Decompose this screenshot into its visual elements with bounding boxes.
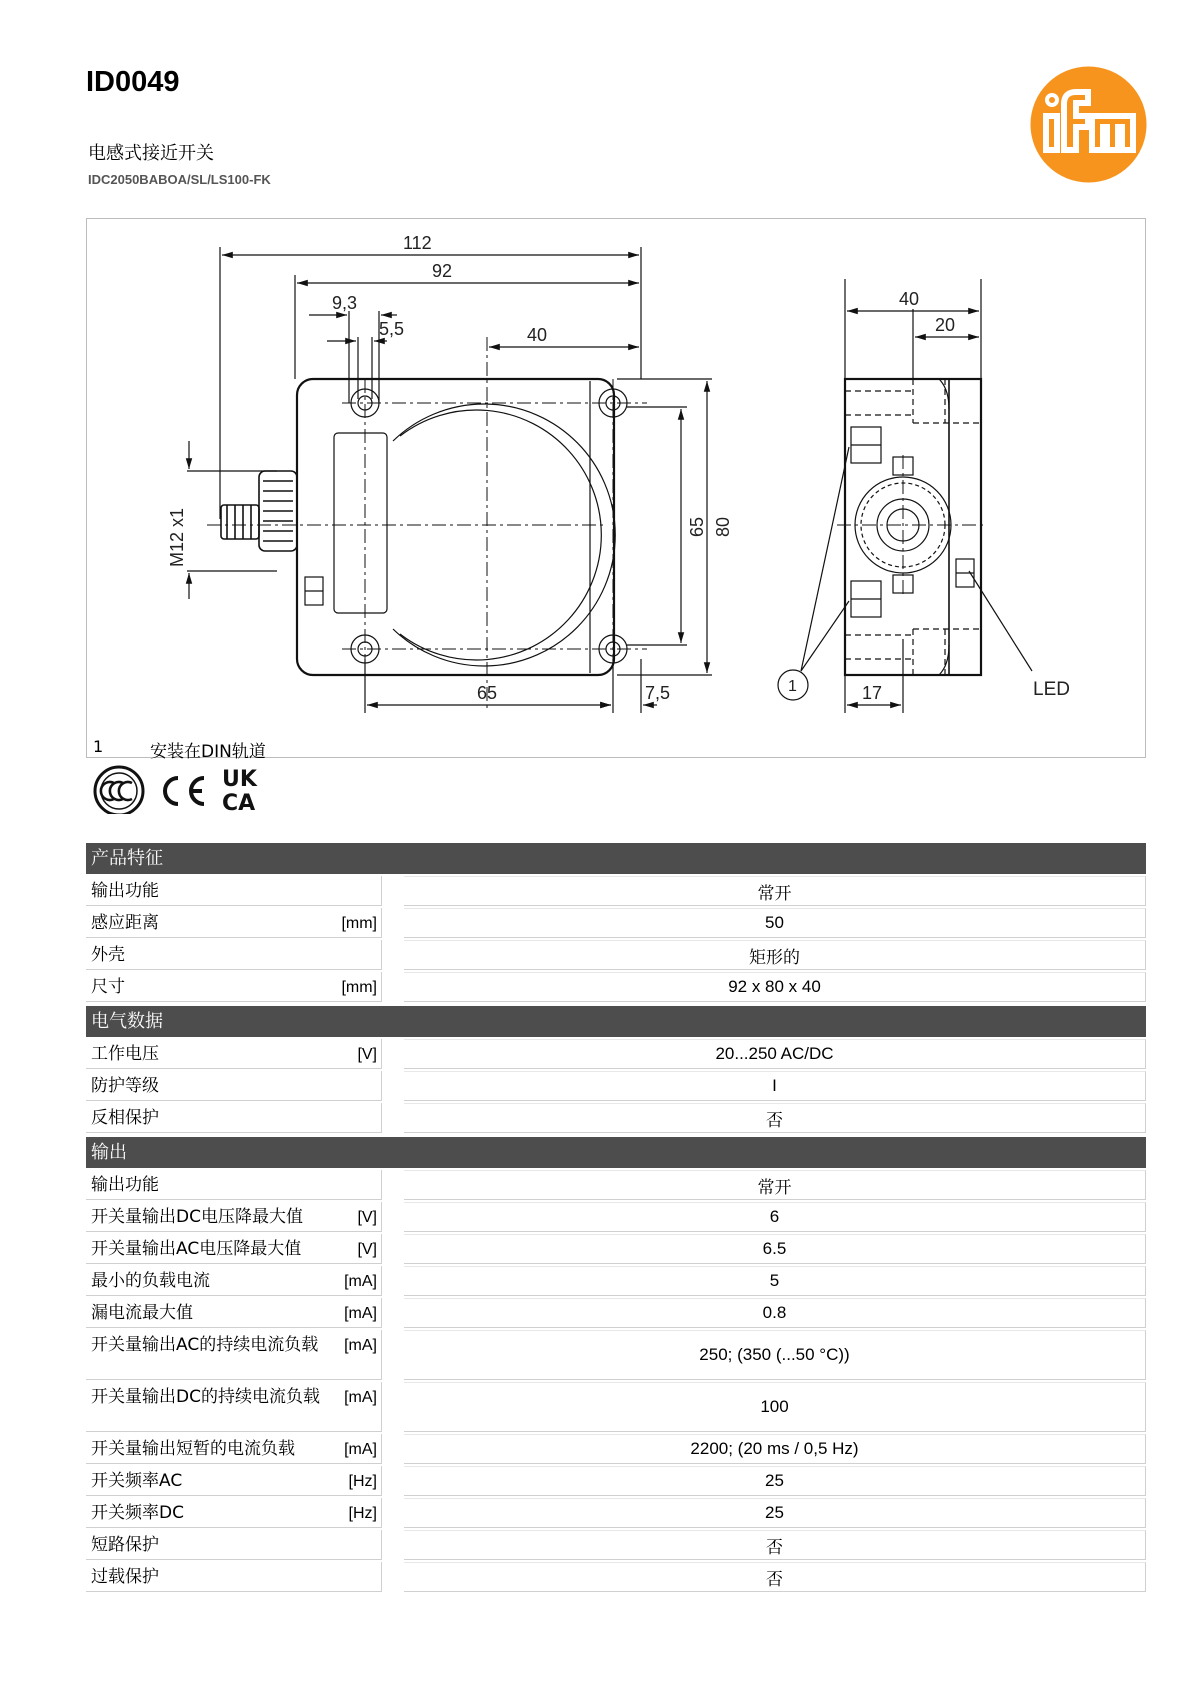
product-id: ID0049 xyxy=(86,66,180,98)
spec-label-cell xyxy=(86,876,382,906)
spec-label-cell xyxy=(86,1434,382,1464)
ce-icon xyxy=(165,778,204,804)
spec-label-cell xyxy=(86,1103,382,1133)
spec-row xyxy=(86,876,1146,906)
spec-row xyxy=(86,1071,1146,1101)
spec-row xyxy=(86,1103,1146,1133)
spec-unit: [Hz] xyxy=(348,1473,377,1490)
spec-row xyxy=(86,908,1146,938)
product-code: IDC2050BABOA/SL/LS100-FK xyxy=(88,172,271,187)
spec-row xyxy=(86,1382,1146,1432)
ccc-icon xyxy=(95,767,143,814)
spec-label-cell xyxy=(86,1498,382,1528)
dim-92: 92 xyxy=(432,261,453,281)
led-label: LED xyxy=(1033,679,1070,700)
spec-label: 输出功能 xyxy=(91,1175,159,1195)
spec-label: 开关量输出短暂的电流负载 xyxy=(91,1439,295,1459)
spec-label: 尺寸 xyxy=(91,977,125,997)
spec-value: 否 xyxy=(404,1530,1146,1560)
m12-connector xyxy=(221,471,297,551)
spec-label: 开关量输出AC电压降最大值 xyxy=(91,1239,302,1259)
dim-80: 80 xyxy=(713,516,733,537)
dim-9-3: 9,3 xyxy=(332,293,358,313)
spec-value: 250; (350 (...50 °C)) xyxy=(404,1330,1146,1380)
svg-text:UK: UK xyxy=(222,767,257,792)
spec-row xyxy=(86,1234,1146,1264)
spec-unit: [mm] xyxy=(341,979,377,996)
dimension-drawing xyxy=(86,218,1146,758)
spec-label-cell xyxy=(86,908,382,938)
spec-unit: [V] xyxy=(357,1209,377,1226)
spec-value: 25 xyxy=(404,1498,1146,1528)
certification-marks xyxy=(92,764,268,814)
dim-65-vertical: 65 xyxy=(687,516,707,537)
spec-label-cell xyxy=(86,1234,382,1264)
dim-40-side: 40 xyxy=(899,289,920,309)
spec-label-cell xyxy=(86,1562,382,1592)
spec-label: 防护等级 xyxy=(91,1076,159,1096)
dim-5-5: 5,5 xyxy=(379,319,405,339)
legend-number: 1 xyxy=(93,737,104,756)
spec-value: I xyxy=(404,1071,1146,1101)
spec-unit: [mA] xyxy=(344,1305,377,1322)
spec-label-cell xyxy=(86,1466,382,1496)
spec-value: 2200; (20 ms / 0,5 Hz) xyxy=(404,1434,1146,1464)
svg-text:CA: CA xyxy=(222,791,256,814)
dim-112: 112 xyxy=(403,233,432,253)
spec-unit: [mA] xyxy=(344,1389,377,1406)
spec-label: 开关频率AC xyxy=(91,1471,183,1491)
spec-label: 输出功能 xyxy=(91,881,159,901)
spec-label-cell xyxy=(86,1382,382,1432)
spec-value: 常开 xyxy=(404,876,1146,906)
spec-label-cell xyxy=(86,1170,382,1200)
spec-value: 矩形的 xyxy=(404,940,1146,970)
spec-label-cell xyxy=(86,1266,382,1296)
spec-row xyxy=(86,940,1146,970)
spec-row xyxy=(86,1434,1146,1464)
spec-value: 25 xyxy=(404,1466,1146,1496)
section-header: 输出 xyxy=(86,1137,1146,1168)
spec-unit: [mA] xyxy=(344,1273,377,1290)
spec-label: 开关量输出DC的持续电流负载 xyxy=(91,1387,320,1407)
spec-label: 开关量输出AC的持续电流负载 xyxy=(91,1335,319,1355)
spec-label-cell xyxy=(86,1298,382,1328)
spec-tables xyxy=(86,843,1146,1596)
dim-m12: M12 x1 xyxy=(167,507,187,567)
spec-value: 6.5 xyxy=(404,1234,1146,1264)
spec-unit: [mA] xyxy=(344,1337,377,1354)
spec-label-cell xyxy=(86,1330,382,1380)
spec-label: 感应距离 xyxy=(91,913,159,933)
ifm-logo-icon xyxy=(1030,66,1147,183)
spec-unit: [Hz] xyxy=(348,1505,377,1522)
section-header: 电气数据 xyxy=(86,1006,1146,1037)
sensor-body xyxy=(297,379,614,675)
spec-label-cell xyxy=(86,1039,382,1069)
spec-label: 工作电压 xyxy=(91,1044,159,1064)
dim-40-front: 40 xyxy=(527,325,548,345)
spec-row xyxy=(86,1266,1146,1296)
technical-drawing-svg xyxy=(87,219,1147,759)
dim-20: 20 xyxy=(935,315,956,335)
dim-65-horizontal: 65 xyxy=(477,683,498,703)
spec-label: 短路保护 xyxy=(91,1535,159,1555)
spec-label: 反相保护 xyxy=(91,1108,159,1128)
dim-17: 17 xyxy=(862,683,883,703)
spec-value: 5 xyxy=(404,1266,1146,1296)
spec-label-cell xyxy=(86,940,382,970)
spec-row xyxy=(86,1170,1146,1200)
spec-label: 开关量输出DC电压降最大值 xyxy=(91,1207,303,1227)
spec-label-cell xyxy=(86,1530,382,1560)
spec-label: 过载保护 xyxy=(91,1567,159,1587)
spec-unit: [mA] xyxy=(344,1441,377,1458)
spec-row xyxy=(86,1202,1146,1232)
section-header: 产品特征 xyxy=(86,843,1146,874)
spec-label: 漏电流最大值 xyxy=(91,1303,193,1323)
spec-value: 否 xyxy=(404,1103,1146,1133)
dim-7-5: 7,5 xyxy=(645,683,671,703)
spec-row xyxy=(86,1330,1146,1380)
spec-value: 92 x 80 x 40 xyxy=(404,972,1146,1002)
spec-label: 外壳 xyxy=(91,945,125,965)
spec-label-cell xyxy=(86,1071,382,1101)
spec-label-cell xyxy=(86,1202,382,1232)
spec-value: 100 xyxy=(404,1382,1146,1432)
spec-row xyxy=(86,1039,1146,1069)
spec-label-cell xyxy=(86,972,382,1002)
legend-text: 安装在DIN轨道 xyxy=(150,742,266,762)
spec-value: 50 xyxy=(404,908,1146,938)
product-type: 电感式接近开关 xyxy=(88,143,214,164)
spec-value: 6 xyxy=(404,1202,1146,1232)
ukca-icon xyxy=(222,767,258,814)
spec-row xyxy=(86,1562,1146,1592)
spec-value: 20...250 AC/DC xyxy=(404,1039,1146,1069)
spec-unit: [V] xyxy=(357,1241,377,1258)
spec-unit: [mm] xyxy=(341,915,377,932)
spec-row xyxy=(86,1498,1146,1528)
spec-label: 开关频率DC xyxy=(91,1503,184,1523)
spec-row xyxy=(86,972,1146,1002)
spec-value: 常开 xyxy=(404,1170,1146,1200)
spec-value: 否 xyxy=(404,1562,1146,1592)
spec-value: 0.8 xyxy=(404,1298,1146,1328)
spec-row xyxy=(86,1530,1146,1560)
callout-number: 1 xyxy=(788,678,797,695)
spec-unit: [V] xyxy=(357,1046,377,1063)
spec-label: 最小的负载电流 xyxy=(91,1271,210,1291)
spec-row xyxy=(86,1466,1146,1496)
spec-row xyxy=(86,1298,1146,1328)
